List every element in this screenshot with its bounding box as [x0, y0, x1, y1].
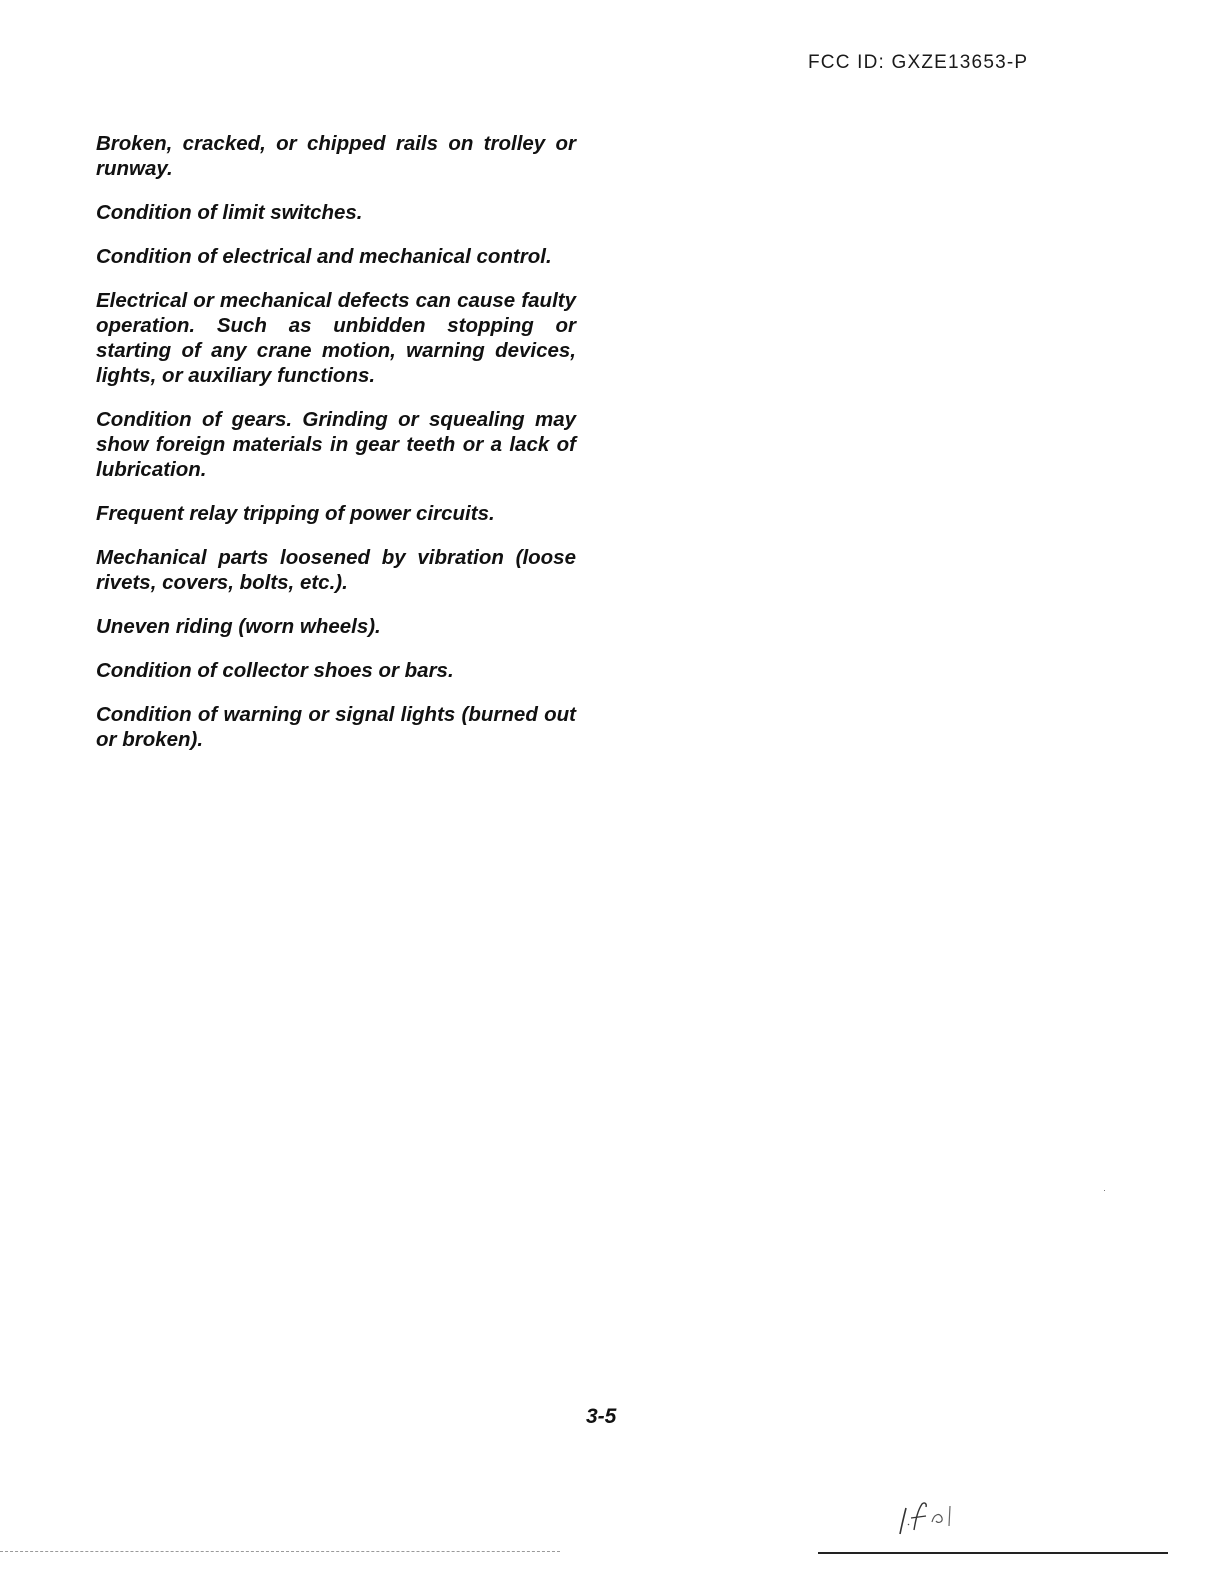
- page-number: 3-5: [586, 1405, 617, 1428]
- checklist-item: Condition of collector shoes or bars.: [96, 659, 454, 682]
- checklist-item: Condition of gears. Grinding or squealing may show foreign materials in gear teeth or a lack of lubrication.: [96, 408, 576, 481]
- checklist-item: Electrical or mechanical defects can cause faulty operation. Such as unbidden stopping or starting of any crane motion, warning devices, lights, or auxiliary functions.: [96, 289, 576, 387]
- checklist-item: Condition of limit switches.: [96, 201, 363, 224]
- checklist-item: Broken, cracked, or chipped rails on trolley or runway.: [96, 132, 576, 180]
- inspection-checklist: [96, 131, 576, 771]
- handwritten-initials: [892, 1494, 992, 1538]
- scan-edge-rule-left: [0, 1551, 560, 1552]
- checklist-item: Mechanical parts loosened by vibration (loose rivets, covers, bolts, etc.).: [96, 546, 576, 594]
- scan-speck: [1104, 1190, 1105, 1191]
- checklist-item: Frequent relay tripping of power circuits.: [96, 502, 495, 525]
- scan-edge-rule-right: [818, 1552, 1168, 1554]
- checklist-item: Condition of warning or signal lights (burned out or broken).: [96, 703, 576, 751]
- fcc-id-header: FCC ID: GXZE13653-P: [808, 52, 1029, 73]
- checklist-item: Uneven riding (worn wheels).: [96, 615, 381, 638]
- checklist-item: Condition of electrical and mechanical control.: [96, 245, 552, 268]
